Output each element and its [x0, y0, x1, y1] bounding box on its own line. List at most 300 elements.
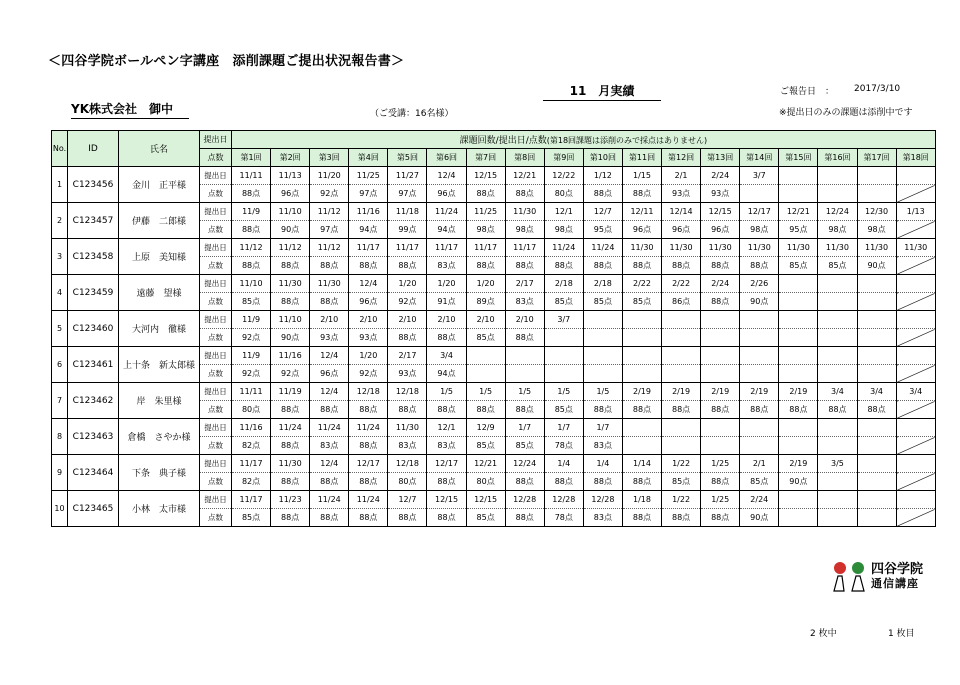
submit-date-cell	[544, 347, 583, 365]
score-cell: 88点	[740, 257, 779, 275]
score-cell: 88点	[583, 185, 622, 203]
logo-red-head	[834, 562, 846, 574]
submit-date-cell: 1/7	[583, 419, 622, 437]
score-cell	[896, 509, 935, 527]
submit-date-cell	[818, 311, 857, 329]
score-cell: 85点	[544, 401, 583, 419]
submit-date-cell	[779, 491, 818, 509]
submit-date-cell: 1/7	[544, 419, 583, 437]
col-header-score: 点数	[200, 149, 232, 167]
score-cell: 88点	[583, 473, 622, 491]
page-current: 1 枚目	[888, 629, 915, 639]
rounds-header-note: (第18回課題は添削のみで採点はありません)	[546, 136, 708, 145]
round-header: 第3回	[310, 149, 349, 167]
score-cell	[818, 509, 857, 527]
score-cell	[701, 437, 740, 455]
score-cell: 88点	[388, 329, 427, 347]
score-cell: 88点	[505, 185, 544, 203]
score-cell: 88点	[466, 401, 505, 419]
submit-label: 提出日	[200, 347, 232, 365]
student-id: C123461	[68, 347, 119, 383]
submit-label: 提出日	[200, 203, 232, 221]
month-label: 11 月実績	[543, 82, 661, 101]
submit-date-cell: 3/4	[857, 383, 896, 401]
status-note: ※提出日のみの課題は添削中です	[779, 108, 913, 118]
submit-date-cell	[857, 167, 896, 185]
score-cell: 88点	[271, 257, 310, 275]
student-id: C123458	[68, 239, 119, 275]
row-number: 7	[52, 383, 68, 419]
submit-date-cell: 11/12	[310, 203, 349, 221]
submit-date-cell: 11/9	[232, 203, 271, 221]
report-date-value: 2017/3/10	[854, 84, 901, 94]
score-cell	[896, 329, 935, 347]
submit-date-cell: 12/17	[427, 455, 466, 473]
submit-date-cell: 12/28	[544, 491, 583, 509]
score-cell	[818, 437, 857, 455]
score-cell: 88点	[310, 509, 349, 527]
col-header-no: No.	[52, 131, 68, 167]
submit-date-cell: 11/9	[232, 311, 271, 329]
score-cell: 83点	[427, 257, 466, 275]
round-header: 第10回	[583, 149, 622, 167]
submit-date-cell: 11/17	[232, 455, 271, 473]
submit-date-cell: 12/18	[388, 455, 427, 473]
score-cell: 90点	[740, 293, 779, 311]
score-cell	[857, 509, 896, 527]
submit-date-cell: 11/12	[232, 239, 271, 257]
submit-date-cell: 11/30	[388, 419, 427, 437]
submit-label: 提出日	[200, 491, 232, 509]
score-cell	[701, 329, 740, 347]
score-cell	[857, 365, 896, 383]
logo-figure-left	[834, 576, 844, 591]
student-id: C123457	[68, 203, 119, 239]
score-cell: 78点	[544, 509, 583, 527]
score-cell: 88点	[544, 257, 583, 275]
submit-date-cell	[701, 419, 740, 437]
submit-date-cell: 11/30	[505, 203, 544, 221]
submit-date-cell: 1/7	[505, 419, 544, 437]
col-header-id: ID	[68, 131, 119, 167]
submit-date-cell: 11/24	[349, 419, 388, 437]
score-cell: 85点	[779, 257, 818, 275]
submit-date-cell	[857, 311, 896, 329]
submit-date-cell: 1/15	[622, 167, 661, 185]
submit-date-cell	[583, 311, 622, 329]
score-cell: 83点	[310, 437, 349, 455]
round-header: 第4回	[349, 149, 388, 167]
submit-date-cell	[662, 419, 701, 437]
score-cell	[896, 221, 935, 239]
score-cell: 96点	[622, 221, 661, 239]
submit-date-cell	[896, 491, 935, 509]
score-cell: 88点	[310, 473, 349, 491]
score-cell: 90点	[271, 221, 310, 239]
score-cell	[857, 329, 896, 347]
submit-date-cell: 11/9	[232, 347, 271, 365]
submit-date-cell: 12/18	[388, 383, 427, 401]
submit-date-cell: 2/10	[388, 311, 427, 329]
score-cell: 78点	[544, 437, 583, 455]
submit-date-cell: 12/15	[701, 203, 740, 221]
submit-date-cell: 1/5	[583, 383, 622, 401]
score-cell: 98点	[466, 221, 505, 239]
submit-date-cell	[740, 419, 779, 437]
score-cell: 88点	[427, 509, 466, 527]
round-header: 第18回	[896, 149, 935, 167]
round-header: 第13回	[701, 149, 740, 167]
score-cell: 88点	[622, 509, 661, 527]
score-cell: 88点	[583, 401, 622, 419]
score-label: 点数	[200, 293, 232, 311]
submit-date-cell	[662, 311, 701, 329]
score-cell: 92点	[310, 185, 349, 203]
score-cell: 94点	[427, 365, 466, 383]
table-row	[52, 239, 936, 257]
score-cell: 88点	[310, 401, 349, 419]
submit-date-cell: 2/22	[622, 275, 661, 293]
submit-date-cell: 11/30	[896, 239, 935, 257]
submit-date-cell	[779, 167, 818, 185]
submit-date-cell: 1/14	[622, 455, 661, 473]
score-cell: 88点	[388, 257, 427, 275]
submit-date-cell: 11/10	[271, 311, 310, 329]
submit-date-cell: 11/17	[505, 239, 544, 257]
round-header: 第12回	[662, 149, 701, 167]
submit-date-cell: 12/4	[310, 347, 349, 365]
submit-date-cell	[818, 275, 857, 293]
score-cell: 88点	[701, 293, 740, 311]
row-number: 10	[52, 491, 68, 527]
submit-date-cell: 11/10	[232, 275, 271, 293]
submit-date-cell: 1/22	[662, 491, 701, 509]
submit-date-cell	[896, 419, 935, 437]
score-cell	[857, 473, 896, 491]
score-cell: 95点	[779, 221, 818, 239]
col-header-submit: 提出日	[200, 131, 232, 149]
student-id: C123463	[68, 419, 119, 455]
score-cell: 82点	[232, 473, 271, 491]
submit-date-cell: 12/4	[310, 455, 349, 473]
table-row	[52, 491, 936, 509]
submit-date-cell	[857, 419, 896, 437]
submit-date-cell: 11/12	[310, 239, 349, 257]
score-cell: 88点	[466, 257, 505, 275]
score-label: 点数	[200, 473, 232, 491]
submit-date-cell: 11/17	[388, 239, 427, 257]
student-id: C123460	[68, 311, 119, 347]
score-cell: 98点	[857, 221, 896, 239]
submission-table	[51, 130, 936, 527]
round-header: 第7回	[466, 149, 505, 167]
submit-date-cell: 11/30	[310, 275, 349, 293]
score-cell: 88点	[349, 257, 388, 275]
score-cell	[505, 365, 544, 383]
score-cell: 98点	[544, 221, 583, 239]
submit-date-cell: 2/10	[349, 311, 388, 329]
score-cell: 92点	[349, 365, 388, 383]
student-name: 遠藤 望様	[119, 275, 200, 311]
submit-date-cell: 12/24	[505, 455, 544, 473]
submit-date-cell: 12/28	[583, 491, 622, 509]
submit-date-cell: 2/10	[427, 311, 466, 329]
document-title: ＜四谷学院ボールペン字講座 添削課題ご提出状況報告書＞	[48, 54, 405, 69]
score-cell	[544, 329, 583, 347]
score-cell: 80点	[466, 473, 505, 491]
table-row	[52, 275, 936, 293]
submit-date-cell: 1/12	[583, 167, 622, 185]
score-cell: 85点	[662, 473, 701, 491]
score-cell: 99点	[388, 221, 427, 239]
submit-date-cell: 11/24	[271, 419, 310, 437]
score-cell: 88点	[505, 329, 544, 347]
score-cell: 88点	[271, 293, 310, 311]
score-cell	[740, 185, 779, 203]
score-cell: 94点	[427, 221, 466, 239]
score-cell: 90点	[857, 257, 896, 275]
report-date-label: ご報告日 ：	[780, 87, 835, 97]
score-cell	[622, 365, 661, 383]
score-cell	[896, 185, 935, 203]
row-number: 2	[52, 203, 68, 239]
student-id: C123462	[68, 383, 119, 419]
student-name: 下条 典子様	[119, 455, 200, 491]
row-number: 6	[52, 347, 68, 383]
score-cell	[818, 365, 857, 383]
score-cell: 88点	[622, 401, 661, 419]
submit-date-cell: 12/18	[349, 383, 388, 401]
submit-date-cell	[701, 311, 740, 329]
score-cell	[896, 365, 935, 383]
submit-date-cell: 2/10	[505, 311, 544, 329]
submit-date-cell: 2/26	[740, 275, 779, 293]
submit-date-cell	[779, 311, 818, 329]
submit-date-cell	[466, 347, 505, 365]
score-cell	[622, 329, 661, 347]
submit-label: 提出日	[200, 311, 232, 329]
student-name: 岸 朱里様	[119, 383, 200, 419]
score-cell: 96点	[662, 221, 701, 239]
submit-date-cell: 2/19	[622, 383, 661, 401]
student-name: 金川 正平様	[119, 167, 200, 203]
score-cell: 88点	[349, 437, 388, 455]
score-cell: 88点	[740, 401, 779, 419]
score-cell: 83点	[427, 437, 466, 455]
score-cell: 95点	[583, 221, 622, 239]
student-name: 上原 美知様	[119, 239, 200, 275]
submit-date-cell: 1/20	[388, 275, 427, 293]
score-label: 点数	[200, 185, 232, 203]
score-label: 点数	[200, 365, 232, 383]
submit-date-cell: 11/24	[349, 491, 388, 509]
score-cell: 88点	[662, 401, 701, 419]
score-cell: 98点	[505, 221, 544, 239]
score-cell: 85点	[583, 293, 622, 311]
submit-date-cell: 1/20	[427, 275, 466, 293]
score-cell: 88点	[818, 401, 857, 419]
submit-date-cell: 11/30	[818, 239, 857, 257]
submit-date-cell: 2/17	[388, 347, 427, 365]
round-header: 第5回	[388, 149, 427, 167]
student-name: 倉橋 さやか様	[119, 419, 200, 455]
table-row	[52, 455, 936, 473]
submit-date-cell: 11/30	[271, 455, 310, 473]
score-cell	[896, 437, 935, 455]
score-cell: 98点	[818, 221, 857, 239]
submit-date-cell: 1/20	[466, 275, 505, 293]
score-cell	[896, 401, 935, 419]
score-cell: 85点	[818, 257, 857, 275]
score-cell: 83点	[583, 509, 622, 527]
submit-date-cell: 11/19	[271, 383, 310, 401]
round-header: 第14回	[740, 149, 779, 167]
student-id: C123459	[68, 275, 119, 311]
score-cell: 96点	[701, 221, 740, 239]
submit-date-cell: 12/15	[427, 491, 466, 509]
submit-date-cell: 1/5	[505, 383, 544, 401]
submit-date-cell: 12/1	[544, 203, 583, 221]
logo-figure-right	[852, 576, 864, 591]
score-cell: 96点	[427, 185, 466, 203]
submit-date-cell: 11/24	[310, 419, 349, 437]
submit-date-cell: 3/7	[544, 311, 583, 329]
submit-date-cell: 11/27	[388, 167, 427, 185]
score-cell	[779, 293, 818, 311]
submit-date-cell	[896, 167, 935, 185]
score-cell	[896, 293, 935, 311]
submit-date-cell	[857, 455, 896, 473]
submit-date-cell: 11/11	[232, 383, 271, 401]
submit-date-cell: 11/30	[740, 239, 779, 257]
submit-date-cell: 11/16	[349, 203, 388, 221]
submit-date-cell: 1/5	[427, 383, 466, 401]
submit-date-cell: 2/19	[779, 383, 818, 401]
submit-date-cell: 11/11	[232, 167, 271, 185]
submit-date-cell: 1/22	[662, 455, 701, 473]
student-name: 伊藤 二郎様	[119, 203, 200, 239]
submit-date-cell: 11/30	[701, 239, 740, 257]
score-cell: 88点	[701, 473, 740, 491]
score-cell: 96点	[310, 365, 349, 383]
score-label: 点数	[200, 329, 232, 347]
submit-date-cell: 11/30	[622, 239, 661, 257]
score-cell: 97点	[349, 185, 388, 203]
submit-date-cell: 3/7	[740, 167, 779, 185]
student-id: C123464	[68, 455, 119, 491]
score-cell: 88点	[544, 473, 583, 491]
submit-date-cell: 2/17	[505, 275, 544, 293]
submit-date-cell: 12/28	[505, 491, 544, 509]
score-cell	[740, 365, 779, 383]
round-header: 第17回	[857, 149, 896, 167]
submit-date-cell: 11/16	[232, 419, 271, 437]
submit-date-cell: 12/21	[779, 203, 818, 221]
submit-date-cell: 12/7	[388, 491, 427, 509]
submit-date-cell: 2/19	[779, 455, 818, 473]
score-cell: 88点	[622, 185, 661, 203]
score-cell: 88点	[583, 257, 622, 275]
row-number: 8	[52, 419, 68, 455]
submit-date-cell	[662, 347, 701, 365]
submit-date-cell: 11/23	[271, 491, 310, 509]
submit-date-cell: 11/16	[271, 347, 310, 365]
submit-date-cell: 2/19	[662, 383, 701, 401]
submit-date-cell	[583, 347, 622, 365]
score-cell	[466, 365, 505, 383]
submit-date-cell: 3/4	[427, 347, 466, 365]
submit-date-cell	[818, 347, 857, 365]
submit-date-cell: 2/10	[466, 311, 505, 329]
submit-date-cell: 2/10	[310, 311, 349, 329]
attendee-count: （ご受講：16名様）	[370, 109, 454, 119]
score-label: 点数	[200, 437, 232, 455]
score-cell: 93点	[388, 365, 427, 383]
company-name: YK株式会社 御中	[71, 100, 189, 119]
submit-date-cell: 11/24	[310, 491, 349, 509]
submit-label: 提出日	[200, 455, 232, 473]
submit-date-cell: 2/22	[662, 275, 701, 293]
student-name: 大河内 徹様	[119, 311, 200, 347]
score-label: 点数	[200, 401, 232, 419]
submit-date-cell: 12/7	[583, 203, 622, 221]
round-header: 第15回	[779, 149, 818, 167]
score-cell: 88点	[662, 257, 701, 275]
score-cell	[779, 185, 818, 203]
score-cell: 96点	[271, 185, 310, 203]
score-cell: 88点	[271, 509, 310, 527]
submit-date-cell: 2/1	[740, 455, 779, 473]
score-cell	[818, 473, 857, 491]
score-cell: 88点	[701, 509, 740, 527]
student-id: C123456	[68, 167, 119, 203]
score-cell: 85点	[466, 437, 505, 455]
submit-date-cell: 2/24	[701, 167, 740, 185]
submit-date-cell	[896, 311, 935, 329]
score-cell: 88点	[505, 509, 544, 527]
table-row	[52, 383, 936, 401]
submit-date-cell: 1/20	[349, 347, 388, 365]
score-cell: 93点	[349, 329, 388, 347]
submit-date-cell: 12/14	[662, 203, 701, 221]
score-cell	[779, 329, 818, 347]
score-cell	[583, 365, 622, 383]
submit-date-cell: 1/18	[622, 491, 661, 509]
score-cell: 88点	[427, 329, 466, 347]
submit-date-cell: 1/13	[896, 203, 935, 221]
score-cell: 88点	[310, 293, 349, 311]
student-name: 小林 太市様	[119, 491, 200, 527]
submit-date-cell: 12/30	[857, 203, 896, 221]
round-header: 第11回	[622, 149, 661, 167]
round-header: 第8回	[505, 149, 544, 167]
submit-date-cell: 12/15	[466, 491, 505, 509]
submit-date-cell: 12/9	[466, 419, 505, 437]
submit-date-cell: 11/17	[232, 491, 271, 509]
submit-date-cell: 12/17	[740, 203, 779, 221]
score-cell: 85点	[232, 293, 271, 311]
score-cell: 94点	[349, 221, 388, 239]
score-cell: 88点	[427, 473, 466, 491]
submit-date-cell: 11/24	[427, 203, 466, 221]
submit-date-cell: 1/5	[544, 383, 583, 401]
table-row	[52, 203, 936, 221]
score-cell: 86点	[662, 293, 701, 311]
submit-date-cell	[857, 491, 896, 509]
submit-date-cell: 11/24	[544, 239, 583, 257]
score-cell: 88点	[466, 185, 505, 203]
submit-date-cell	[622, 311, 661, 329]
